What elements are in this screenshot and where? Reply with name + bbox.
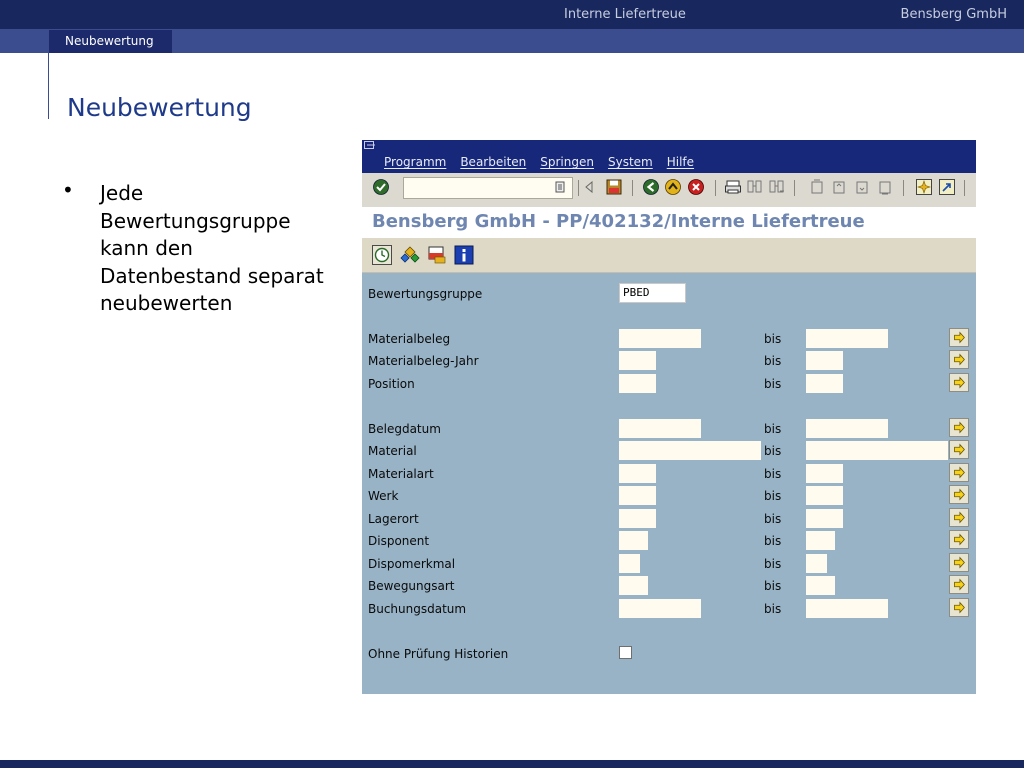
belegdatum-from-field[interactable] [619, 419, 701, 438]
sap-menu-bar [362, 140, 976, 173]
position-from-field[interactable] [619, 374, 656, 393]
shortcut-icon[interactable] [938, 178, 956, 196]
multiple-selection-disponent-icon[interactable] [949, 530, 969, 549]
bis-label: bis [764, 332, 782, 346]
materialbeleg-to-field[interactable] [806, 329, 888, 348]
dispomerkmal-to-field[interactable] [806, 554, 827, 573]
materialart-label: Materialart [368, 467, 434, 481]
position-label: Position [368, 377, 415, 391]
dispomerkmal-label: Dispomerkmal [368, 557, 456, 571]
multiple-selection-buchungsdatum-icon[interactable] [949, 598, 969, 617]
previous-page-icon[interactable] [830, 178, 848, 196]
cancel-icon[interactable] [687, 178, 705, 196]
toolbar-separator [578, 180, 579, 196]
multiple-selection-belegdatum-icon[interactable] [949, 418, 969, 437]
page-title: Neubewertung [67, 93, 252, 122]
bewertungsgruppe-field[interactable]: PBED [619, 283, 686, 303]
toolbar-separator [903, 180, 904, 196]
position-to-field[interactable] [806, 374, 843, 393]
bis-label: bis [764, 557, 782, 571]
find-next-icon[interactable] [768, 178, 786, 196]
header-center-text: Interne Liefertreue [564, 7, 686, 22]
bis-label: bis [764, 602, 782, 616]
materialart-from-field[interactable] [619, 464, 656, 483]
material-to-field[interactable] [806, 441, 948, 460]
first-page-icon[interactable] [808, 178, 826, 196]
toolbar-separator [715, 180, 716, 196]
bewegungsart-label: Bewegungsart [368, 579, 455, 593]
next-page-icon[interactable] [853, 178, 871, 196]
werk-label: Werk [368, 489, 399, 503]
bis-label: bis [764, 444, 782, 458]
belegdatum-label: Belegdatum [368, 422, 441, 436]
execute-icon[interactable] [372, 245, 392, 265]
werk-from-field[interactable] [619, 486, 656, 505]
bis-label: bis [764, 512, 782, 526]
materialbeleg-from-field[interactable] [619, 329, 701, 348]
material-from-field[interactable] [619, 441, 761, 460]
werk-to-field[interactable] [806, 486, 843, 505]
ohne-pruefung-historien-label: Ohne Prüfung Historien [368, 647, 509, 661]
sap-window [362, 140, 976, 694]
multiple-selection-dispomerkmal-icon[interactable] [949, 553, 969, 572]
ohne-pruefung-historien-checkbox[interactable] [619, 646, 632, 659]
lagerort-from-field[interactable] [619, 509, 656, 528]
toolbar-separator [794, 180, 795, 196]
multiple-selection-lagerort-icon[interactable] [949, 508, 969, 527]
toolbar-separator [964, 180, 965, 196]
multiple-selection-position-icon[interactable] [949, 373, 969, 392]
bullet-text: Jede Bewertungsgruppe kann den Datenbestand separat neubewerten [100, 181, 324, 315]
bis-label: bis [764, 489, 782, 503]
buchungsdatum-label: Buchungsdatum [368, 602, 467, 616]
bis-label: bis [764, 422, 782, 436]
enter-icon[interactable] [372, 178, 390, 196]
dispomerkmal-from-field[interactable] [619, 554, 640, 573]
menu-items [384, 155, 694, 169]
materialbeleg-label: Materialbeleg [368, 332, 451, 346]
bis-label: bis [764, 579, 782, 593]
menu-bearbeiten[interactable]: Bearbeiten [460, 155, 527, 169]
bewegungsart-from-field[interactable] [619, 576, 648, 595]
bis-label: bis [764, 354, 782, 368]
materialbeleg-jahr-to-field[interactable] [806, 351, 843, 370]
materialbeleg-jahr-label: Materialbeleg-Jahr [368, 354, 479, 368]
buchungsdatum-from-field[interactable] [619, 599, 701, 618]
screen-title-bar [362, 207, 976, 238]
multiple-selection-material-icon[interactable] [949, 440, 969, 459]
header-bar [0, 0, 1024, 29]
footer-bar [0, 760, 1024, 768]
variants-icon[interactable] [400, 245, 420, 265]
back-triangle-icon[interactable] [583, 180, 595, 194]
disponent-from-field[interactable] [619, 531, 648, 550]
divider-line [48, 53, 49, 119]
command-field[interactable] [403, 177, 573, 199]
materialart-to-field[interactable] [806, 464, 843, 483]
print-icon[interactable] [724, 178, 742, 196]
system-menu-icon[interactable] [364, 141, 376, 150]
dropdown-icon[interactable] [553, 180, 567, 194]
material-label: Material [368, 444, 417, 458]
header-company-text: Bensberg GmbH [900, 7, 1007, 22]
bullet-icon: • [62, 178, 74, 202]
tab-neubewertung[interactable]: Neubewertung [49, 30, 172, 53]
create-session-icon[interactable] [915, 178, 933, 196]
belegdatum-to-field[interactable] [806, 419, 888, 438]
save-variant-icon[interactable] [427, 245, 447, 265]
disponent-label: Disponent [368, 534, 430, 548]
screen-title: Bensberg GmbH - PP/402132/Interne Liefertreue [372, 211, 865, 232]
lagerort-label: Lagerort [368, 512, 419, 526]
back-icon[interactable] [642, 178, 660, 196]
bis-label: bis [764, 377, 782, 391]
menu-hilfe[interactable]: Hilfe [666, 155, 695, 169]
multiple-selection-werk-icon[interactable] [949, 485, 969, 504]
last-page-icon[interactable] [876, 178, 894, 196]
menu-springen[interactable]: Springen [540, 155, 594, 169]
toolbar-separator [632, 180, 633, 196]
materialbeleg-jahr-from-field[interactable] [619, 351, 656, 370]
multiple-selection-bewegungsart-icon[interactable] [949, 575, 969, 594]
info-icon[interactable] [454, 245, 474, 265]
lagerort-to-field[interactable] [806, 509, 843, 528]
bis-label: bis [764, 467, 782, 481]
save-icon[interactable] [605, 178, 623, 196]
disponent-to-field[interactable] [806, 531, 835, 550]
menu-system[interactable]: System [607, 155, 653, 169]
find-icon[interactable] [746, 178, 764, 196]
multiple-selection-materialbeleg-icon[interactable] [949, 328, 969, 347]
exit-icon[interactable] [664, 178, 682, 196]
multiple-selection-materialart-icon[interactable] [949, 463, 969, 482]
multiple-selection-materialbeleg-jahr-icon[interactable] [949, 350, 969, 369]
bis-label: bis [764, 534, 782, 548]
bewertungsgruppe-label: Bewertungsgruppe [368, 287, 483, 301]
buchungsdatum-to-field[interactable] [806, 599, 888, 618]
bewegungsart-to-field[interactable] [806, 576, 835, 595]
menu-programm[interactable]: Programm [384, 155, 447, 169]
